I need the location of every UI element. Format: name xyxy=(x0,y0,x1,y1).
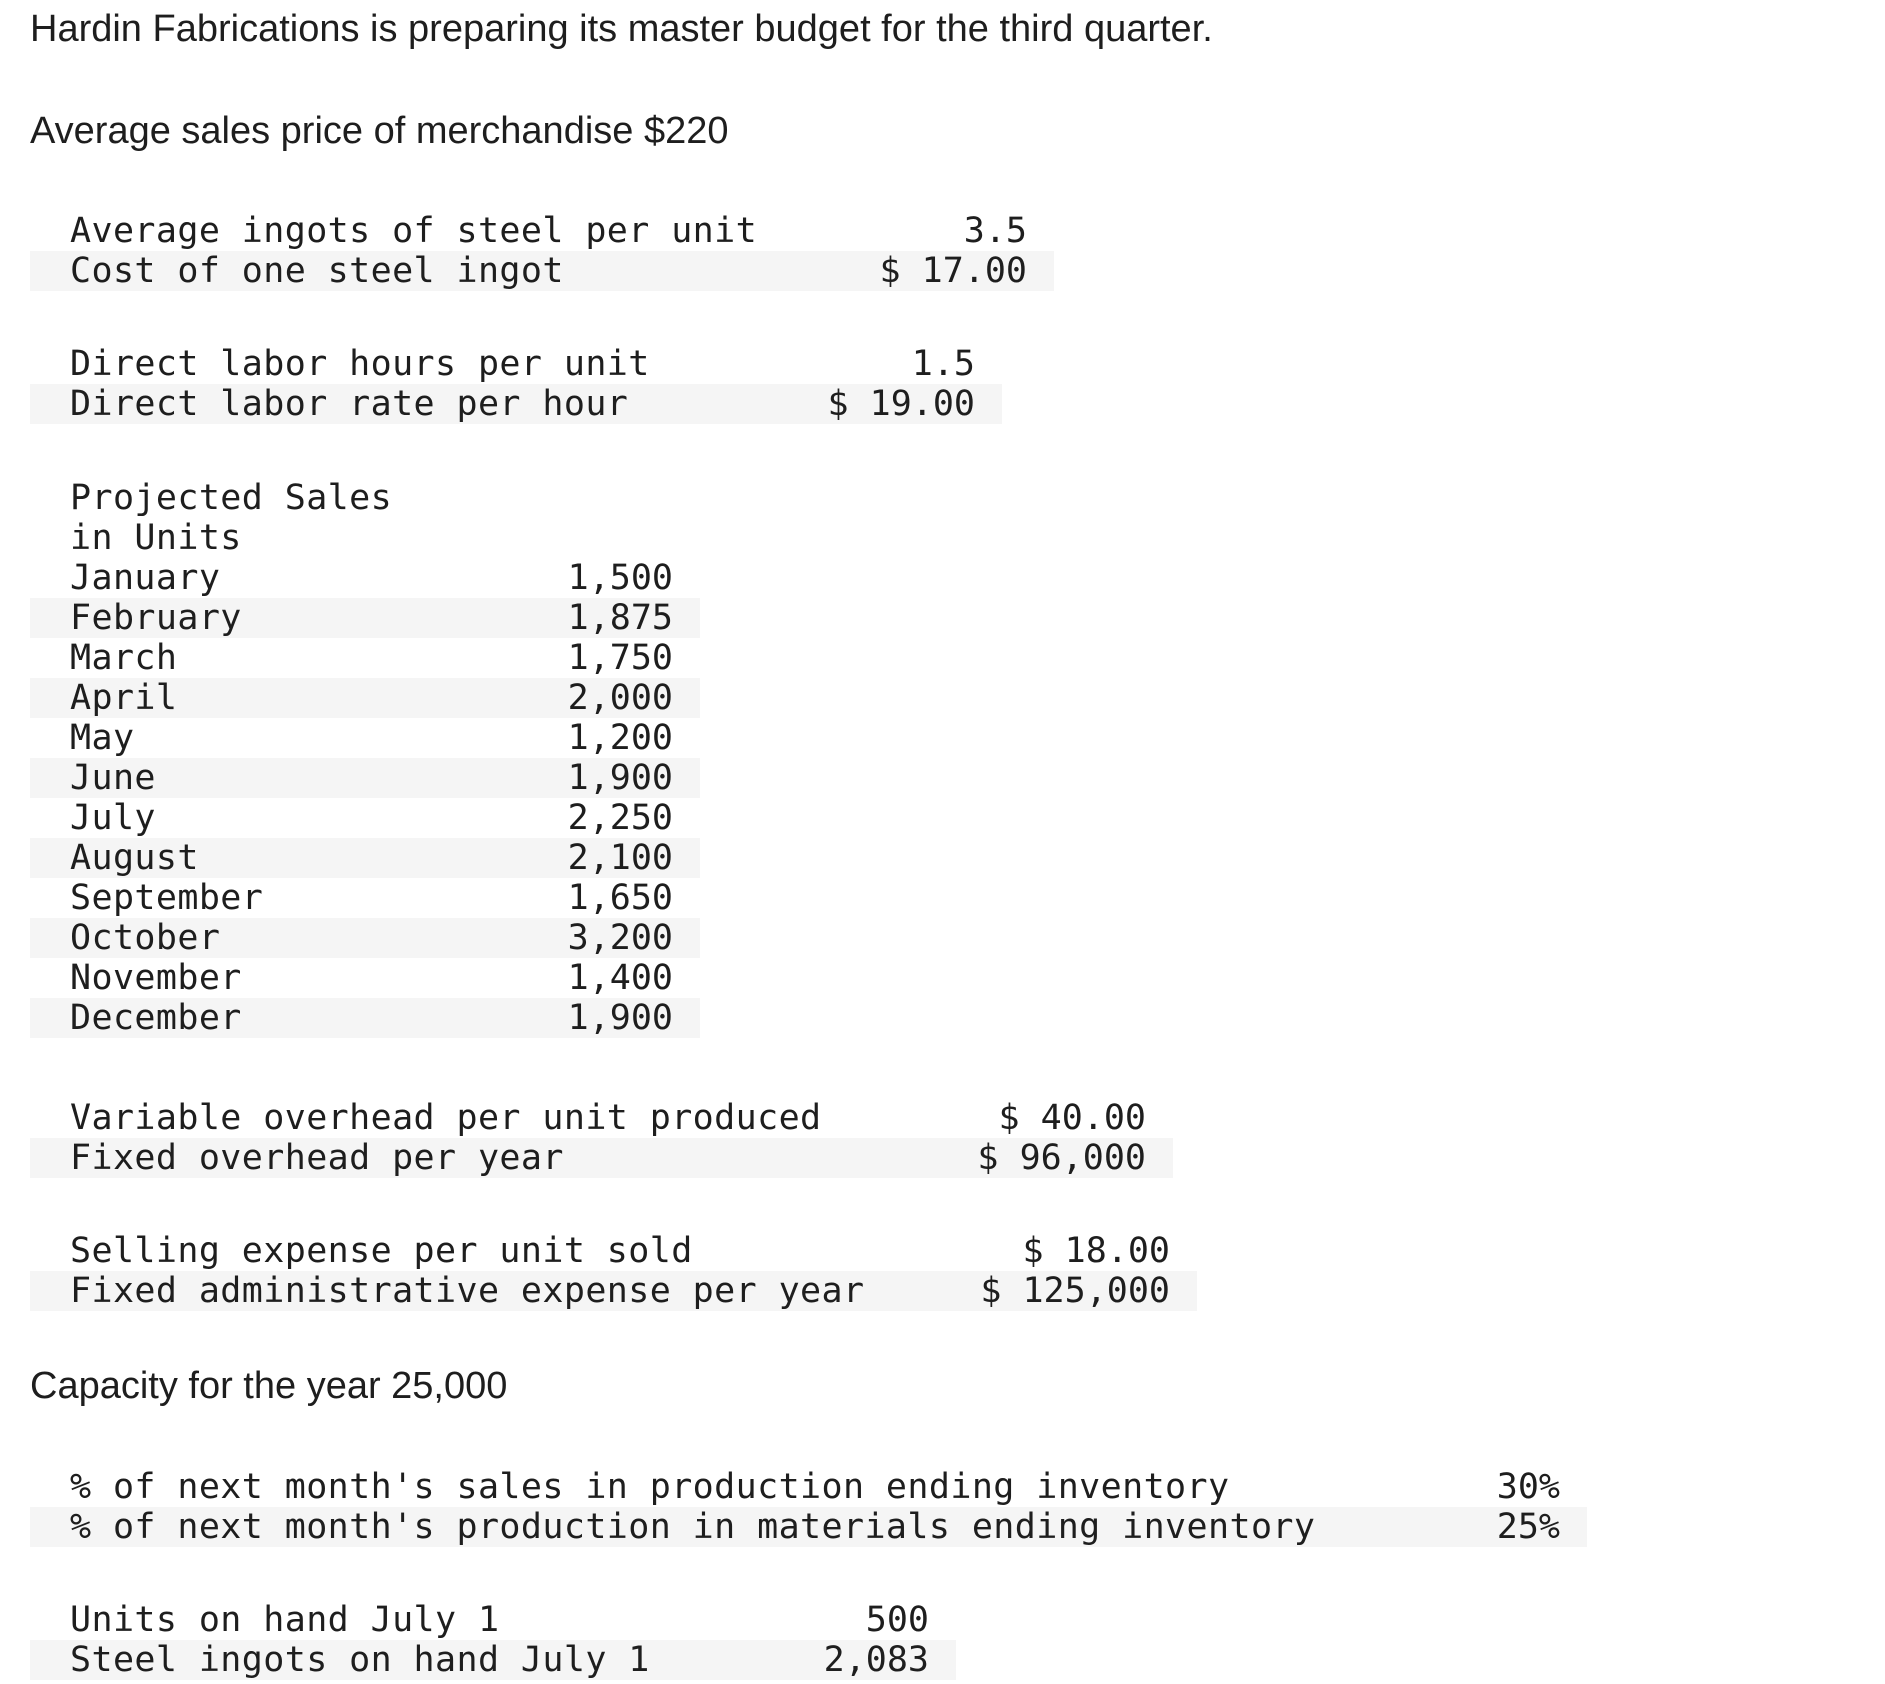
month-label: November xyxy=(70,958,242,998)
row-label: Units on hand July 1 xyxy=(70,1600,500,1640)
row-value: 25% xyxy=(1496,1507,1560,1547)
month-value: 1,875 xyxy=(567,598,673,638)
month-label: February xyxy=(70,598,242,638)
selling-admin-table xyxy=(30,1231,1197,1311)
table-row xyxy=(30,1467,1587,1507)
capacity-text: Capacity for the year 25,000 xyxy=(30,1365,508,1407)
table-row xyxy=(30,638,700,678)
month-value: 2,000 xyxy=(567,678,673,718)
month-label: December xyxy=(70,998,242,1038)
table-row xyxy=(30,958,700,998)
table-row xyxy=(30,558,700,598)
table-row xyxy=(30,1640,956,1680)
row-label: Fixed administrative expense per year xyxy=(70,1271,865,1311)
materials-table xyxy=(30,211,1054,291)
projected-sales-table xyxy=(30,478,700,1038)
row-value: $ 125,000 xyxy=(980,1271,1170,1311)
row-label: % of next month's production in materials ending inventory xyxy=(70,1507,1316,1547)
month-value: 1,900 xyxy=(567,758,673,798)
row-label: Selling expense per unit sold xyxy=(70,1231,693,1271)
table-row xyxy=(30,211,1054,251)
row-label: Fixed overhead per year xyxy=(70,1138,564,1178)
row-label: Direct labor rate per hour xyxy=(70,384,629,424)
overhead-table xyxy=(30,1098,1173,1178)
month-value: 1,200 xyxy=(567,718,673,758)
table-row xyxy=(30,718,700,758)
month-value: 2,250 xyxy=(567,798,673,838)
month-label: March xyxy=(70,638,178,678)
row-value: 2,083 xyxy=(823,1640,929,1680)
intro-text: Hardin Fabrications is preparing its master budget for the third quarter. xyxy=(30,8,1213,50)
table-row xyxy=(30,918,700,958)
row-value: 1.5 xyxy=(911,344,975,384)
month-label: May xyxy=(70,718,135,758)
month-value: 1,650 xyxy=(567,878,673,918)
month-value: 2,100 xyxy=(567,838,673,878)
table-row xyxy=(30,344,1002,384)
table-row xyxy=(30,1271,1197,1311)
row-value: $ 19.00 xyxy=(827,384,975,424)
month-label: January xyxy=(70,558,221,598)
table-row xyxy=(30,1098,1173,1138)
inventory-policy-table xyxy=(30,1467,1587,1547)
month-label: August xyxy=(70,838,199,878)
table-row xyxy=(30,758,700,798)
month-label: September xyxy=(70,878,264,918)
average-price-text: Average sales price of merchandise $220 xyxy=(30,110,729,152)
row-label: Average ingots of steel per unit xyxy=(70,211,758,251)
table-row xyxy=(30,384,1002,424)
table-row xyxy=(30,798,700,838)
table-row xyxy=(30,998,700,1038)
table-row xyxy=(30,251,1054,291)
row-label: Cost of one steel ingot xyxy=(70,251,564,291)
row-value: 500 xyxy=(865,1600,929,1640)
row-value: 3.5 xyxy=(963,211,1027,251)
table-header xyxy=(30,478,700,558)
month-label: July xyxy=(70,798,156,838)
month-label: June xyxy=(70,758,156,798)
table-row xyxy=(30,598,700,638)
table-row xyxy=(30,678,700,718)
table-row xyxy=(30,838,700,878)
on-hand-table xyxy=(30,1600,956,1680)
month-value: 1,500 xyxy=(567,558,673,598)
row-value: 30% xyxy=(1496,1467,1560,1507)
month-value: 3,200 xyxy=(567,918,673,958)
table-row xyxy=(30,1231,1197,1271)
month-value: 1,750 xyxy=(567,638,673,678)
table-row xyxy=(30,878,700,918)
row-label: % of next month's sales in production ending inventory xyxy=(70,1467,1230,1507)
table-header-label: Projected Sales in Units xyxy=(70,478,393,558)
table-row xyxy=(30,1138,1173,1178)
row-value: $ 40.00 xyxy=(998,1098,1146,1138)
month-label: October xyxy=(70,918,221,958)
row-label: Direct labor hours per unit xyxy=(70,344,650,384)
row-label: Variable overhead per unit produced xyxy=(70,1098,822,1138)
row-value: $ 96,000 xyxy=(977,1138,1146,1178)
table-row xyxy=(30,1507,1587,1547)
row-value: $ 18.00 xyxy=(1022,1231,1170,1271)
labor-table xyxy=(30,344,1002,424)
month-label: April xyxy=(70,678,178,718)
row-label: Steel ingots on hand July 1 xyxy=(70,1640,650,1680)
row-value: $ 17.00 xyxy=(879,251,1027,291)
table-row xyxy=(30,1600,956,1640)
month-value: 1,900 xyxy=(567,998,673,1038)
month-value: 1,400 xyxy=(567,958,673,998)
